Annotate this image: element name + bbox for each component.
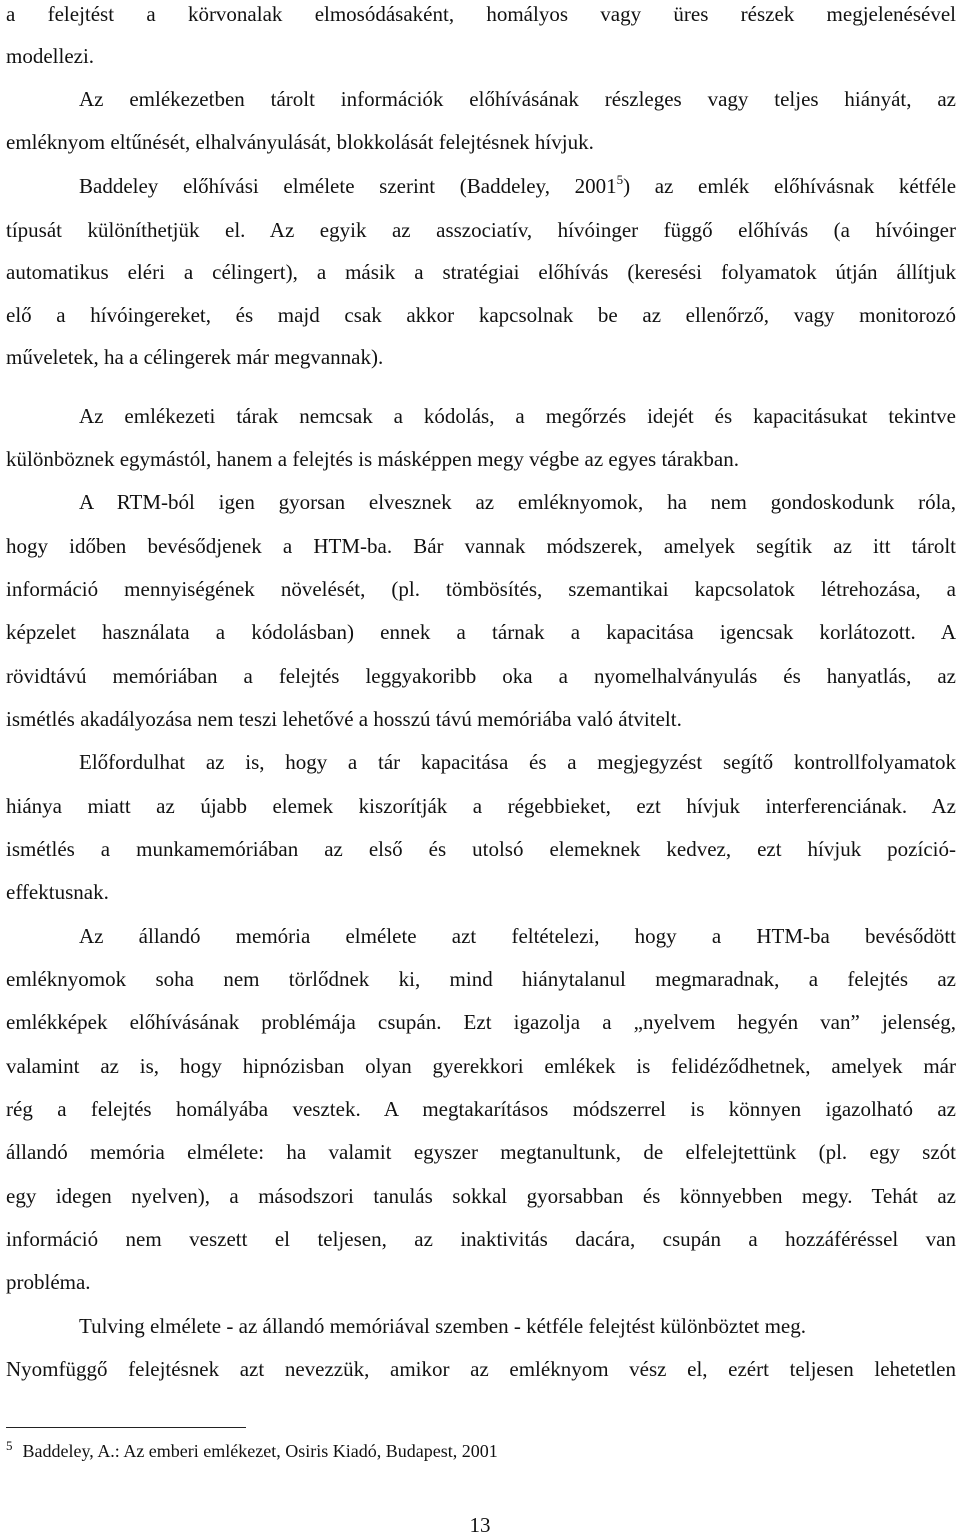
text-line: emléknyom eltűnését, elhalványulását, blokkolását felejtésnek hívjuk.: [6, 130, 594, 154]
text-line: effektusnak.: [6, 880, 109, 904]
text-line: egy idegen nyelven), a másodszori tanulás sokkal gyorsabban és könnyebben megy. Tehát az: [6, 1184, 956, 1208]
text-line: hogy időben bevésődjenek a HTM-ba. Bár vannak módszerek, amelyek segítik az itt tárolt: [6, 534, 956, 558]
text-line: hiánya miatt az újabb elemek kiszorítják a régebbieket, ezt hívjuk interferenciának. Az: [6, 794, 956, 818]
text-line: állandó memória elmélete: ha valamit egyszer megtanultunk, de elfelejtettünk (pl. egy szót: [6, 1140, 956, 1164]
text-line: emléknyomok soha nem törlődnek ki, mind hiánytalanul megmaradnak, a felejtés az: [6, 967, 956, 991]
footnote-text: Baddeley, A.: Az emberi emlékezet, Osiris Kiadó, Budapest, 2001: [22, 1441, 498, 1461]
text-line-with-footnote-ref: [6, 172, 956, 200]
text-line: Az emlékezeti tárak nemcsak a kódolás, a megőrzés idejét és kapacitásukat tekintve: [79, 404, 956, 428]
footnote-number: 5: [6, 1438, 13, 1453]
text-line: rövidtávú memóriában a felejtés leggyakoribb oka a nyomelhalványulás és hanyatlás, az: [6, 664, 956, 688]
text-line: emlékképek előhívásának problémája csupán. Ezt igazolja a „nyelvem hegyén van” jelenség,: [6, 1010, 956, 1034]
text-line: Az állandó memória elmélete azt feltételezi, hogy a HTM-ba bevésődött: [79, 924, 956, 948]
text-line: Tulving elmélete - az állandó memóriával szemben - kétféle felejtést különböztet meg.: [79, 1314, 806, 1338]
text-line: automatikus eléri a célingert), a másik a stratégiai előhívás (keresési folyamatok útján állítjuk: [6, 260, 956, 284]
text-line: elő a hívóingereket, és majd csak akkor kapcsolnak be az ellenőrző, vagy monitorozó: [6, 303, 956, 327]
text-line: típusát különíthetjük el. Az egyik az asszociatív, hívóinger függő előhívás (a hívóinger: [6, 218, 956, 242]
text-line: modellezi.: [6, 44, 95, 68]
text-line: információ mennyiségének növelését, (pl. tömbösítés, szemantikai kapcsolatok létrehozása, a: [6, 577, 956, 601]
footnote-reference: 5: [616, 172, 624, 187]
text-line: rég a felejtés homályába vesztek. A megtakarításos módszerrel is könnyen igazolható az: [6, 1097, 956, 1121]
page-number: 13: [469, 1513, 491, 1537]
text-line: probléma.: [6, 1270, 91, 1294]
text-line: a felejtést a körvonalak elmosódásaként, homályos vagy üres részek megjelenésével: [6, 2, 956, 26]
text-line: A RTM-ból igen gyorsan elvesznek az emléknyomok, ha nem gondoskodunk róla,: [79, 490, 956, 514]
text-line: műveletek, ha a célingerek már megvannak).: [6, 345, 384, 369]
text-line: ismétlés akadályozása nem teszi lehetővé a hosszú távú memóriába való átvitelt.: [6, 707, 682, 731]
footnote-separator: [6, 1427, 246, 1428]
text-line: Az emlékezetben tárolt információk előhívásának részleges vagy teljes hiányát, az: [79, 87, 956, 111]
text-line: képzelet használata a kódolásban) ennek a tárnak a kapacitása igencsak korlátozott. A: [6, 620, 956, 644]
text-segment: ) az emlék előhívásnak kétféle: [623, 174, 957, 198]
text-segment: Baddeley előhívási elmélete szerint (Baddeley, 2001: [79, 174, 617, 198]
text-line: ismétlés a munkamemóriában az első és utolsó elemeknek kedvez, ezt hívjuk pozíció-: [6, 837, 956, 861]
text-line: információ nem veszett el teljesen, az inaktivitás dacára, csupán a hozzáféréssel van: [6, 1227, 956, 1251]
text-line: Előfordulhat az is, hogy a tár kapacitása és a megjegyzést segítő kontrollfolyamatok: [79, 750, 956, 774]
footnote: [6, 1439, 946, 1463]
text-line: valamint az is, hogy hipnózisban olyan gyerekkori emlékek is felidéződhetnek, amelyek már: [6, 1054, 956, 1078]
text-line: különböznek egymástól, hanem a felejtés is másképpen megy végbe az egyes tárakban.: [6, 447, 739, 471]
text-line: Nyomfüggő felejtésnek azt nevezzük, amikor az emléknyom vész el, ezért teljesen lehetetlen: [6, 1357, 956, 1381]
